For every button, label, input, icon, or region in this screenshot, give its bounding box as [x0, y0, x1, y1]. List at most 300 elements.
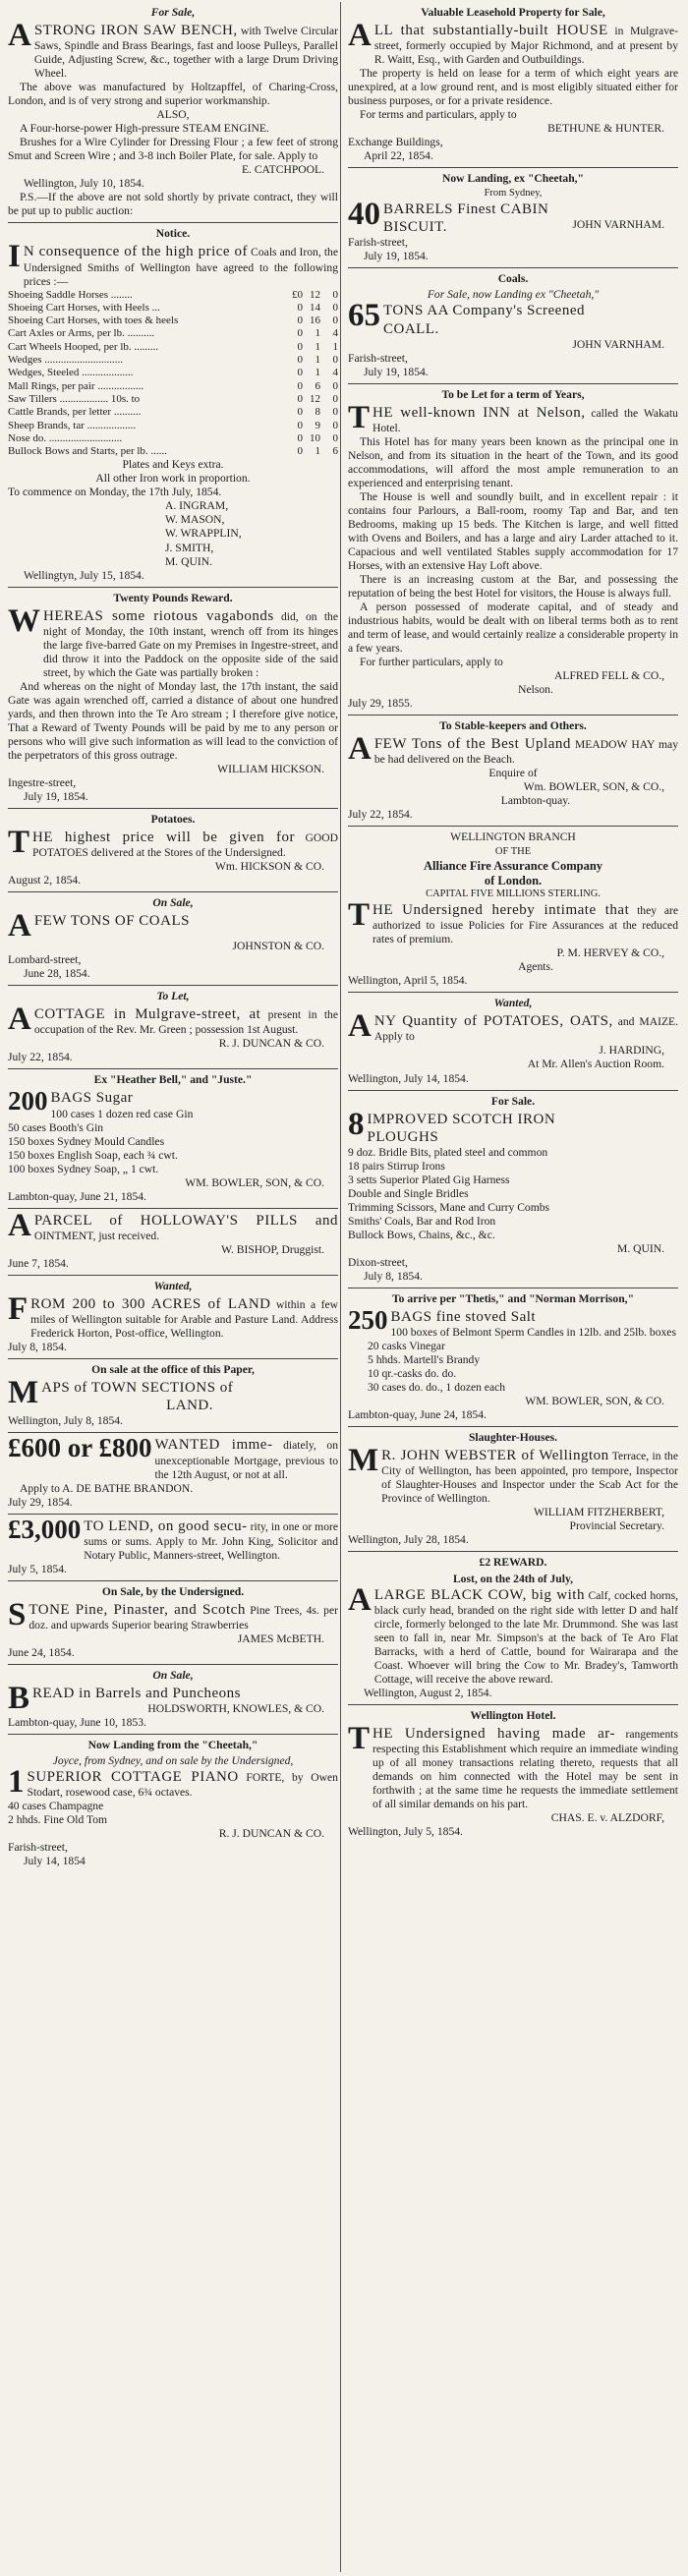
ad-lead: FEW TONS OF COALS — [33, 913, 190, 930]
list-item: Bullock Bows, Chains, &c., &c. — [348, 1228, 495, 1241]
drop-cap: S — [8, 1596, 27, 1632]
ad-signer: J. HARDING, — [599, 1044, 664, 1058]
ad-signer: R. J. DUNCAN & CO. — [218, 1037, 324, 1051]
ad-coals — [8, 894, 338, 983]
ad-lead: PARCEL of HOLLOWAY'S PILLS and — [33, 1212, 338, 1229]
ad-heading: To be Let for a term of Years, — [441, 387, 585, 401]
list-item: 20 casks Vinegar — [368, 1340, 445, 1353]
ad-place: Farish-street, — [8, 1841, 68, 1855]
list-item: Smiths' Coals, Bar and Rod Iron — [348, 1214, 496, 1228]
divider — [348, 992, 678, 993]
ad-paragraph: The above was manufactured by Holtzapffel, of Charing-Cross, London, and is of very strong and superior workmanship. — [8, 81, 338, 108]
ad-body: COALL. — [383, 320, 439, 337]
ad-smiths-notice — [8, 225, 338, 584]
divider — [348, 167, 678, 168]
price-row — [8, 367, 338, 379]
ad-lead: BARRELS Finest CABIN — [383, 201, 549, 218]
ad-body: Pine Trees, 4s. per doz. and upwards Superior bearing Strawberries — [29, 1603, 338, 1631]
price-item: Shoeing Saddle Horses ........ — [8, 288, 133, 301]
divider — [348, 715, 678, 716]
ad-nelson-inn — [348, 386, 678, 713]
ad-heading: For Sale, — [150, 6, 196, 19]
signer-name: J. SMITH, — [165, 541, 214, 554]
divider — [8, 222, 338, 223]
ad-subheading: For Sale, now Landing ex "Cheetah," — [427, 288, 600, 302]
ad-salt — [348, 1290, 678, 1424]
ad-signer: ALFRED FELL & CO., — [554, 669, 664, 683]
ad-heading: Valuable Leasehold Property for Sale, — [421, 6, 605, 19]
ad-paragraph: Enquire of — [488, 767, 538, 780]
drop-cap: M — [348, 1443, 379, 1479]
ad-body: rangements respecting this Establishment which require an immediate winding up of all money transactions relating thereto, requests that all demands on him connected with the Hotel may be sent in forthwith ; at the same time he requests the immediate settlement of all similar demands on his part. — [373, 1727, 678, 1810]
ad-body: and MAIZE. Apply to — [373, 1015, 679, 1044]
price-row — [8, 380, 338, 393]
signer-name: A. INGRAM, — [165, 499, 229, 513]
column-divider — [340, 2, 341, 2572]
ad-body: Terrace, in the City of Wellington, has been appointed, pro tempore, Inspector of Slaughter-Houses and Inspector under the Scab Act for the Province of Wellington. — [381, 1450, 678, 1506]
list-item: 30 cases do. do., 1 dozen each — [368, 1381, 506, 1395]
ad-date: June 28, 1854. — [24, 967, 90, 981]
ad-signer: A. DE BATHE BRANDON. — [62, 1481, 194, 1495]
ad-date: July 19, 1854. — [364, 250, 429, 263]
price-amount: 0 — [332, 406, 338, 419]
divider — [8, 1664, 338, 1665]
ad-lead: TO LEND, on good secu- — [84, 1517, 248, 1534]
also-label: ALSO, — [156, 108, 190, 122]
ad-pine-trees — [8, 1583, 338, 1662]
ad-date: June 24, 1854. — [8, 1645, 75, 1659]
list-item: 100 boxes Sydney Soap, „ 1 cwt. — [8, 1162, 159, 1175]
signer-name: W. MASON, — [165, 513, 225, 527]
ad-date: July 8, 1854. — [364, 1269, 423, 1283]
ad-signer-detail: Nelson. — [518, 683, 553, 697]
divider — [348, 1090, 678, 1091]
price-row — [8, 420, 338, 432]
ad-heading: Notice. — [155, 227, 191, 241]
price-row — [8, 354, 338, 367]
drop-cap: 8 — [348, 1106, 365, 1142]
ad-lead: COTTAGE in Mulgrave-street, at — [33, 1006, 261, 1023]
divider — [8, 985, 338, 986]
ad-date: Lambton-quay, June 21, 1854. — [8, 1189, 146, 1203]
ad-body: BISCUIT. — [383, 219, 447, 236]
price-amount: 16 — [310, 315, 320, 327]
ad-lead: ROM 200 to 300 ACRES of LAND — [30, 1295, 271, 1312]
list-item: 40 cases Champagne — [8, 1800, 104, 1813]
ad-maps — [8, 1361, 338, 1430]
signer-name: W. WRAPPLIN, — [165, 527, 242, 541]
ad-paragraph: A person possessed of moderate capital, and of steady and industrious habits, would be dealt with on liberal terms both as to rent and term of lease, and would certainly realize a considerable property in a few years. — [348, 601, 678, 656]
price-amount: 8 — [315, 406, 320, 419]
price-amount: 0 — [297, 419, 303, 431]
list-item: 2 hhds. Fine Old Tom — [8, 1813, 108, 1827]
price-amount: 10 — [310, 431, 320, 444]
ad-signer: E. CATCHPOOL. — [241, 163, 324, 177]
ad-date: July 22, 1854. — [348, 808, 413, 822]
ad-heading: On Sale, by the Undersigned. — [101, 1584, 245, 1598]
price-item: Shoeing Cart Horses, with Heels ... — [8, 301, 160, 314]
price-amount: 0 — [332, 419, 338, 431]
ad-heading: Twenty Pounds Reward. — [113, 591, 233, 604]
price-row — [8, 289, 338, 302]
price-amount: 4 — [332, 327, 338, 340]
ad-paragraph: Brushes for a Wire Cylinder for Dressing Flour ; a few feet of strong Smut and Screen Wire ; and 3-8 inch Boiler Plate, for sale. Apply to — [8, 136, 338, 163]
ad-place: Exchange Buildings, — [348, 136, 443, 149]
price-row — [8, 432, 338, 445]
ad-lead: NY Quantity of POTATOES, OATS, — [373, 1013, 613, 1030]
ad-wellington-hotel — [348, 1707, 678, 1841]
drop-cap: A — [348, 1581, 372, 1618]
ad-heading: Now Landing from the "Cheetah," — [87, 1739, 258, 1752]
ad-body: Calf, cocked horns, black curly head, branded on the right side with letter D and half circle, formerly belonged to the late Mr. Drummond. She was last seen to fall in, near Mr. Simpson's at the back of Te Aro Flat Barracks, with a herd of Cattle, bound for Wairarapa and the Coast. Whoever will bring the Cow to Mr. Bradey's, Tamworth Cottage, will receive the above reward. — [373, 1588, 678, 1686]
ad-place: Ingestre-street, — [8, 775, 77, 789]
list-item: 100 cases 1 dozen red case Gin — [50, 1107, 194, 1120]
price-item: Cart Axles or Arms, per lb. .......... — [8, 327, 155, 340]
ad-heading: On Sale, — [152, 1668, 194, 1682]
ad-signer: WILLIAM FITZHERBERT, — [533, 1506, 664, 1519]
drop-cap: £3,000 — [8, 1514, 82, 1544]
price-table — [8, 289, 338, 459]
ad-date: Lambton-quay, June 24, 1854. — [348, 1408, 487, 1422]
drop-cap: A — [8, 1207, 31, 1243]
ad-body: PLOUGHS — [367, 1128, 439, 1145]
price-amount: 0 — [297, 431, 303, 444]
ad-body: MEADOW HAY may be had delivered on the Beach. — [373, 738, 679, 767]
ad-paragraph: Apply to — [20, 1481, 60, 1495]
ad-signer: JOHNSTON & CO. — [232, 940, 324, 953]
price-amount: 0 — [297, 367, 303, 379]
ad-date: July 8, 1854. — [8, 1341, 67, 1354]
price-amount: 0 — [297, 301, 303, 314]
ad-fire-assurance — [348, 829, 678, 990]
commence-line: To commence on Monday, the 17th July, 1854. — [8, 486, 222, 499]
drop-cap: A — [8, 18, 31, 54]
ad-signer: JAMES McBETH. — [237, 1631, 324, 1645]
ad-place: Lombard-street, — [8, 953, 82, 967]
ad-signer: W. BISHOP, Druggist. — [221, 1242, 324, 1256]
divider — [8, 1580, 338, 1581]
drop-cap: I — [8, 239, 21, 275]
price-item: Cattle Brands, per letter .......... — [8, 406, 142, 419]
ad-paragraph: A Four-horse-power High-pressure STEAM ENGINE. — [20, 122, 269, 136]
list-item: 50 cases Booth's Gin — [8, 1120, 104, 1134]
ad-date: July 19, 1854. — [364, 365, 429, 378]
ad-date: July 29, 1855. — [348, 697, 413, 711]
left-column — [8, 4, 338, 1870]
ad-lead: FEW Tons of the Best Upland — [373, 736, 571, 753]
ad-body: they are authorized to issue Policies for Fire Assurances at the reduced rates of premium. — [373, 904, 678, 946]
ad-subheading: Joyce, from Sydney, and on sale by the Undersigned, — [52, 1754, 294, 1768]
price-amount: 6 — [315, 379, 320, 392]
ad-date: Lambton-quay, June 10, 1853. — [8, 1716, 146, 1730]
price-amount: 0 — [297, 379, 303, 392]
ad-date: August 2, 1854. — [8, 874, 82, 887]
ad-heading: Ex "Heather Bell," and "Juste." — [93, 1073, 253, 1087]
ad-sugar — [8, 1071, 338, 1205]
ad-heading: £2 REWARD. — [479, 1556, 547, 1570]
drop-cap: 40 — [348, 197, 380, 233]
price-amount: 0 — [332, 392, 338, 405]
ad-heading: On sale at the office of this Paper, — [91, 1363, 255, 1377]
ad-lead: R. JOHN WEBSTER of Wellington — [381, 1448, 609, 1464]
ad-signer-detail: Lambton-quay. — [500, 794, 571, 808]
ad-saw-bench — [8, 4, 338, 220]
company-name: Alliance Fire Assurance Company — [423, 859, 603, 874]
divider — [8, 808, 338, 809]
ad-signer: JOHN VARNHAM. — [572, 218, 664, 232]
ad-lead: LL that substantially-built HOUSE — [373, 23, 608, 39]
ad-signer: R. J. DUNCAN & CO. — [218, 1827, 324, 1841]
drop-cap: A — [348, 18, 372, 54]
ad-heading: On Sale, — [152, 896, 194, 910]
drop-cap: 1 — [8, 1764, 25, 1801]
ad-date: Wellingtyn, July 15, 1854. — [24, 568, 144, 582]
ad-signer: M. QUIN. — [617, 1241, 664, 1255]
ad-signer: BETHUNE & HUNTER. — [547, 122, 664, 136]
company-location: of London. — [484, 874, 543, 888]
ad-heading: Slaughter-Houses. — [468, 1431, 558, 1445]
ad-signer: WM. BOWLER, SON, & CO. — [525, 1395, 664, 1408]
ad-lead: TONS AA Company's Screened — [383, 303, 585, 319]
ad-date: July 14, 1854 — [24, 1855, 86, 1868]
price-amount: £0 — [292, 288, 303, 301]
ad-paragraph: And whereas on the night of Monday last, the 17th instant, the said Gate was again wrenched off, carried a distance of about one hundred yards, and then thrown into the Te Aro stream ; I therefore give notice, That a Reward of Twenty Pounds will be paid by me to any person or persons who will give such information as will lead to the conviction of the perpetrators of this gross outrage. — [8, 679, 338, 762]
ad-paragraph: For further particulars, apply to — [360, 656, 503, 669]
price-item: Bullock Bows and Starts, per lb. ...... — [8, 445, 167, 458]
price-item: Shoeing Cart Horses, with toes & heels — [8, 315, 179, 327]
ad-ploughs — [348, 1093, 678, 1286]
drop-cap: F — [8, 1290, 29, 1327]
ad-lead: APS of TOWN SECTIONS of — [41, 1380, 234, 1397]
ad-screened-coal — [348, 270, 678, 380]
ad-body: did, on the night of Monday, the 10th instant, wrench off from its hinges the large five-barred Gate on my Premises in Ingestre-street, and did throw it into the Paddock on the opposite side of the said street, by which the Gate was partially broken : — [43, 609, 338, 679]
ad-body: present in the occupation of the Rev. Mr. Green ; possession 1st August. — [33, 1008, 338, 1037]
ad-lead: BAGS Sugar — [50, 1090, 134, 1107]
ad-heading: To Let, — [156, 990, 190, 1003]
ad-date: Wellington, July 5, 1854. — [348, 1825, 463, 1839]
price-amount: 0 — [332, 301, 338, 314]
ad-cottage — [8, 988, 338, 1066]
price-amount: 1 — [315, 340, 320, 353]
price-amount: 0 — [297, 327, 303, 340]
ad-lead: HE Undersigned having made ar- — [373, 1725, 615, 1742]
ad-mortgage-wanted — [8, 1435, 338, 1511]
ad-place: Farish-street, — [348, 351, 408, 365]
ad-subheading: From Sydney, — [484, 188, 543, 200]
price-amount: 0 — [297, 445, 303, 458]
price-item: Wedges, Steeled ................... — [8, 367, 134, 379]
price-amount: 0 — [297, 406, 303, 419]
ad-heading: For Sale. — [490, 1094, 536, 1108]
ad-heading: Now Landing, ex "Cheetah," — [442, 172, 584, 186]
price-item: Nose do. ........................... — [8, 431, 123, 444]
price-row — [8, 393, 338, 406]
ad-bread — [8, 1667, 338, 1732]
ad-heading: Wanted, — [153, 1279, 193, 1292]
ad-lead: HE Undersigned hereby intimate that — [373, 902, 630, 919]
ad-slaughter-houses — [348, 1429, 678, 1549]
ad-body: called the Wakatu Hotel. — [373, 406, 678, 434]
price-amount: 12 — [310, 392, 320, 405]
ad-signer-detail: Agents. — [518, 960, 553, 974]
ad-heading: Wanted, — [493, 997, 533, 1010]
ad-lead: HEREAS some riotous vagabonds — [43, 607, 274, 624]
ad-lead: STRONG IRON SAW BENCH, — [33, 23, 238, 39]
drop-cap: A — [348, 1008, 372, 1045]
divider — [348, 1426, 678, 1427]
ad-signer-detail: At Mr. Allen's Auction Room. — [527, 1058, 664, 1071]
ad-date: July 22, 1854. — [8, 1051, 73, 1064]
right-column — [348, 4, 678, 1841]
list-item: 150 boxes English Soap, each ¾ cwt. — [8, 1148, 178, 1162]
price-amount: 1 — [332, 340, 338, 353]
ad-heading: Potatoes. — [150, 812, 196, 826]
price-row — [8, 406, 338, 419]
list-item: 5 hhds. Martell's Brandy — [368, 1353, 481, 1367]
ad-paragraph: The House is well and soundly built, and in excellent repair : it contains four Parlours, a Ball-room, roomy Tap and Bar, and ten Bedrooms, making up 15 beds. The Kitchen is large, and well fitted with Ovens and Boilers, and has a large and airy Larder attached to it. Capacious and well ventilated Stables supply accommodation for 17 Horses, with an extensive Hay Loft above. — [348, 489, 678, 572]
price-amount: 1 — [315, 367, 320, 379]
price-amount: 6 — [332, 445, 338, 458]
ad-date: June 7, 1854. — [8, 1256, 69, 1270]
price-item: Mall Rings, per pair ................. — [8, 379, 144, 392]
ad-body: LAND. — [166, 1398, 214, 1414]
price-amount: 0 — [297, 315, 303, 327]
divider — [8, 1734, 338, 1735]
ad-date: July 5, 1854. — [8, 1562, 67, 1575]
price-item: Wedges ............................. — [8, 354, 124, 367]
divider — [8, 1068, 338, 1069]
ad-signer: HOLDSWORTH, KNOWLES, & CO. — [147, 1702, 324, 1716]
drop-cap: B — [8, 1681, 30, 1716]
ad-date: Wellington, April 5, 1854. — [348, 974, 468, 988]
ad-lead: TONE Pine, Pinaster, and Scotch — [29, 1601, 246, 1618]
ad-date: July 19, 1854. — [24, 789, 88, 803]
drop-cap: T — [348, 897, 371, 934]
ad-piano — [8, 1737, 338, 1870]
list-item: Double and Single Bridles — [348, 1186, 469, 1200]
price-amount: 0 — [332, 288, 338, 301]
divider — [8, 1275, 338, 1276]
ad-body: in Mulgrave-street, formerly occupied by Major Richmond, and at present by R. Waitt, Esq., with Garden and Outbuildings. — [373, 25, 679, 67]
drop-cap: T — [348, 1720, 371, 1756]
drop-cap: T — [348, 399, 371, 435]
price-item: Sheep Brands, tar .................. — [8, 419, 137, 431]
list-item: 150 boxes Sydney Mould Candles — [8, 1134, 165, 1148]
list-item: 18 pairs Stirrup Irons — [348, 1159, 445, 1173]
ad-lead: HE well-known INN at Nelson, — [373, 404, 586, 421]
drop-cap: £600 or £800 — [8, 1433, 152, 1463]
ad-body: FORTE, by Owen Stodart, rosewood case, 6¾ octaves. — [27, 1771, 338, 1800]
divider — [348, 1704, 678, 1705]
ad-body: OINTMENT, just received. — [33, 1229, 160, 1242]
ad-lead: LARGE BLACK COW, big with — [373, 1586, 585, 1603]
price-amount: 0 — [332, 431, 338, 444]
ad-land-wanted — [8, 1278, 338, 1356]
ad-signer: Wm. BOWLER, SON, & CO., — [523, 780, 664, 794]
ad-body: Coals and Iron, the Undersigned Smiths of Wellington have agreed to the following prices :— — [23, 246, 338, 288]
signers-list — [8, 499, 338, 568]
ad-date: Wellington, July 28, 1854. — [348, 1533, 469, 1547]
ad-subheading: OF THE — [494, 846, 532, 858]
ad-lost-cow — [348, 1554, 678, 1701]
price-row — [8, 445, 338, 458]
divider — [8, 587, 338, 588]
price-item: Cart Wheels Hooped, per lb. ......... — [8, 340, 159, 353]
price-row — [8, 327, 338, 340]
ad-date: July 29, 1854. — [8, 1495, 73, 1509]
ad-potatoes-wanted — [348, 995, 678, 1087]
ad-paragraph: There is an increasing custom at the Bar, and possessing the reputation of being the best Hotel for visitors, the House is always full. — [348, 573, 678, 601]
list-item: Trimming Scissors, Mane and Curry Combs — [348, 1200, 550, 1214]
ad-reward — [8, 590, 338, 806]
price-note: All other Iron work in proportion. — [95, 472, 251, 486]
ad-heading: To Stable-keepers and Others. — [439, 719, 587, 733]
ad-body: with Twelve Circular Saws, Spindle and Brass Bearings, fast and loose Pulleys, Parallel Guide, Adjusting Screw, &c., together with a large Drum Driving Wheel. — [33, 25, 339, 81]
ad-signer: Wm. HICKSON & CO. — [214, 860, 324, 874]
ad-signer: P. M. HERVEY & CO., — [556, 946, 664, 960]
ad-heading: WELLINGTON BRANCH — [450, 830, 576, 844]
price-amount: 12 — [310, 288, 320, 301]
ad-date: Wellington, July 14, 1854. — [348, 1071, 469, 1085]
ad-signer: JOHN VARNHAM. — [572, 337, 664, 351]
price-amount: 1 — [315, 445, 320, 458]
ad-meadow-hay — [348, 717, 678, 824]
divider — [8, 891, 338, 892]
price-amount: 0 — [297, 392, 303, 405]
price-amount: 4 — [332, 367, 338, 379]
divider — [348, 826, 678, 827]
price-row — [8, 341, 338, 354]
ad-body: GOOD POTATOES delivered at the Stores of the Undersigned. — [32, 830, 338, 860]
drop-cap: 200 — [8, 1086, 48, 1116]
ad-lead: WANTED imme- — [154, 1437, 273, 1454]
ad-lead: IMPROVED SCOTCH IRON — [367, 1111, 556, 1127]
ad-cabin-biscuit — [348, 170, 678, 265]
price-amount: 0 — [297, 354, 303, 367]
ad-signer: WM. BOWLER, SON, & CO. — [185, 1175, 324, 1189]
drop-cap: 65 — [348, 298, 380, 334]
drop-cap: A — [8, 908, 31, 945]
drop-cap: 250 — [348, 1304, 388, 1335]
ad-paragraph: The property is held on lease for a term of which eight years are unexpired, at a low ground rent, and is most eligibly situated either for business purposes, or for a private residence. — [348, 67, 678, 108]
ad-holloway — [8, 1207, 338, 1273]
divider — [348, 1551, 678, 1552]
ad-heading: Coals. — [497, 272, 529, 286]
ad-date: Wellington, July 8, 1854. — [8, 1414, 123, 1428]
drop-cap: M — [8, 1375, 39, 1411]
ad-paragraph: This Hotel has for many years been known as the principal one in Nelson, and from its situation in the heart of the Town, and its good accommodations, will afford the most ample remuneration to an experienced and enterprising tenant. — [348, 434, 678, 489]
ad-lead: N consequence of the high price of — [23, 244, 249, 260]
ad-lead: HE highest price will be given for — [32, 829, 295, 845]
list-item: 9 doz. Bridle Bits, plated steel and common — [348, 1145, 548, 1159]
ad-signer: WILLIAM HICKSON. — [217, 762, 324, 775]
ad-paragraph: For terms and particulars, apply to — [360, 108, 517, 122]
ad-place: Farish-street, — [348, 236, 408, 250]
price-amount: 0 — [332, 354, 338, 367]
price-item: Saw Tillers .................. 10s. to — [8, 392, 141, 405]
ad-date: April 22, 1854. — [364, 149, 433, 163]
drop-cap: A — [348, 731, 372, 768]
ad-subheading: Lost, on the 24th of July, — [452, 1572, 574, 1585]
price-row — [8, 315, 338, 327]
ad-to-lend — [8, 1514, 339, 1578]
divider — [8, 1358, 338, 1359]
price-amount: 1 — [315, 327, 320, 340]
ad-body: rity, in one or more sums or sums. Apply to Mr. John King, Solicitor and Notary Public, Manners-street, Wellington. — [84, 1519, 339, 1562]
price-amount: 1 — [315, 354, 320, 367]
ad-date: Wellington, July 10, 1854. — [24, 177, 144, 191]
ad-body: within a few miles of Wellington suitable for Arable and Pasture Land. Address Frederick Horton, Post-office, Wellington. — [30, 1297, 338, 1341]
